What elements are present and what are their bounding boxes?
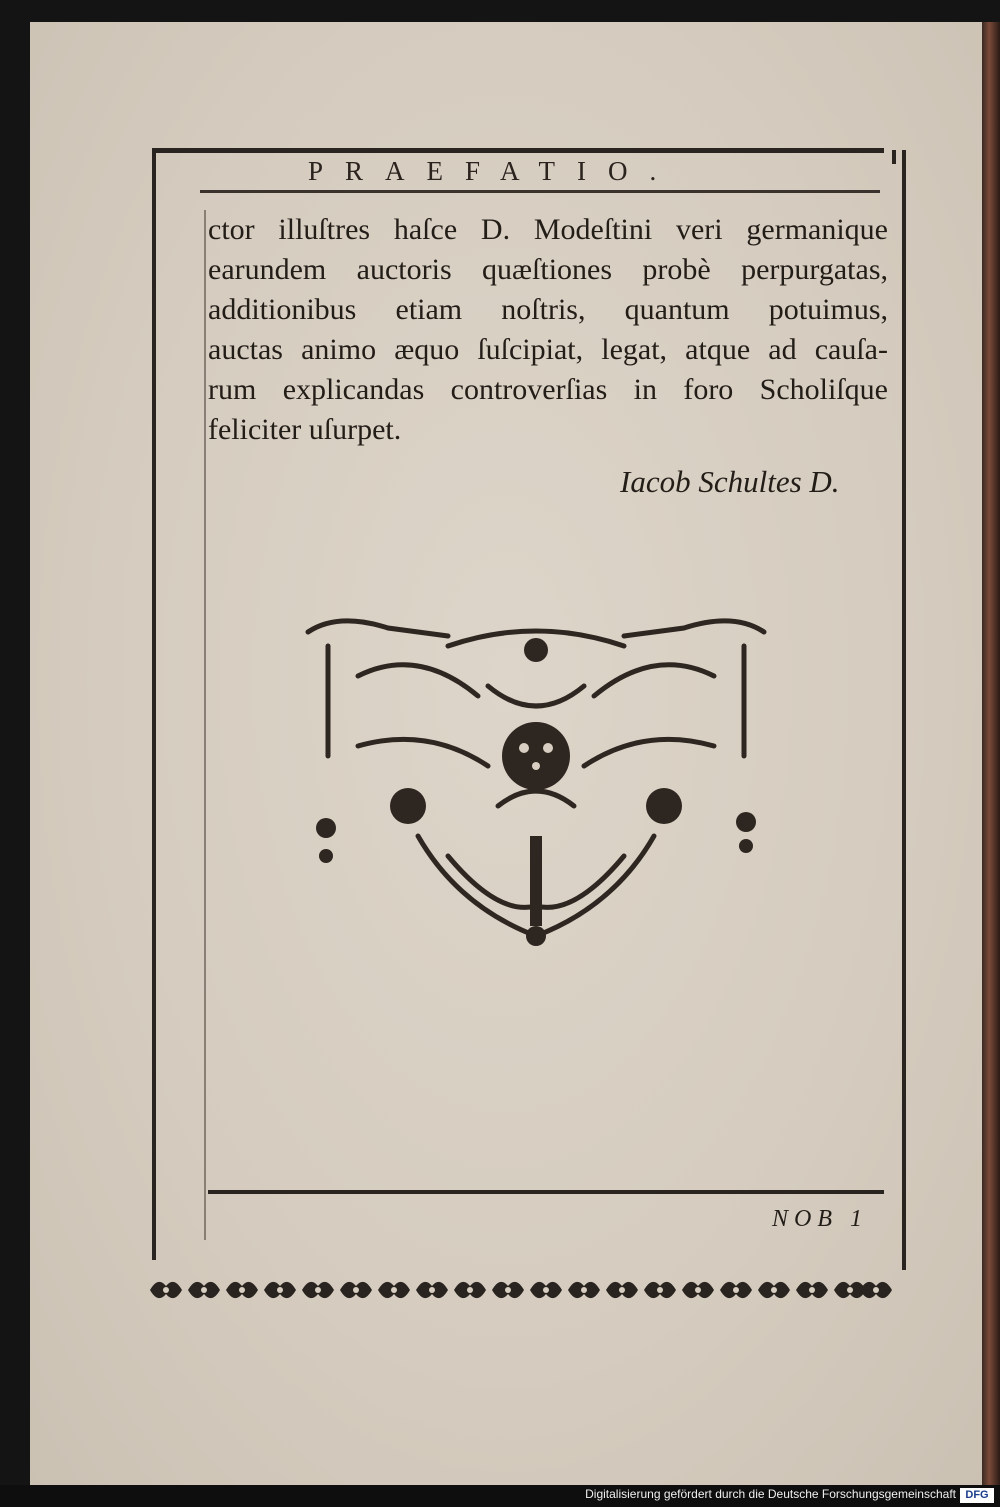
text-line: feliciter uſurpet. bbox=[208, 413, 402, 446]
woodcut-ornament-icon bbox=[298, 606, 774, 962]
book-edge bbox=[982, 22, 1000, 1485]
text-line: additionibus etiam noſtris, quantum potuimus, bbox=[208, 293, 888, 326]
running-head: PRAEFATIO. bbox=[308, 156, 679, 186]
signature: Iacob Schultes D. bbox=[620, 464, 840, 499]
catchword: NOB 1 bbox=[772, 1206, 868, 1232]
headline-rule bbox=[200, 190, 880, 193]
text-line: rum explicandas controverſias in foro Scholiſque bbox=[208, 373, 888, 406]
preface-text bbox=[208, 210, 888, 450]
digitization-credit: Digitalisierung gefördert durch die Deutsche Forschungsgemeinschaft bbox=[585, 1487, 956, 1501]
frame-corner-mark bbox=[892, 150, 896, 164]
bottom-rule bbox=[208, 1190, 884, 1194]
text-line: auctas animo æquo ſuſcipiat, legat, atque ad cauſa- bbox=[208, 333, 888, 366]
inner-margin-rule bbox=[204, 210, 206, 1240]
fleuron-band-icon bbox=[146, 1272, 896, 1308]
dfg-logo: DFG bbox=[960, 1488, 994, 1503]
frame-right-rule bbox=[902, 150, 906, 1270]
text-line: earundem auctoris quæſtiones probè perpurgatas, bbox=[208, 253, 888, 286]
frame-left-rule bbox=[152, 148, 156, 1260]
text-line: ctor illuſtres haſce D. Modeſtini veri germanique bbox=[208, 213, 888, 246]
frame-top-rule bbox=[152, 148, 884, 153]
